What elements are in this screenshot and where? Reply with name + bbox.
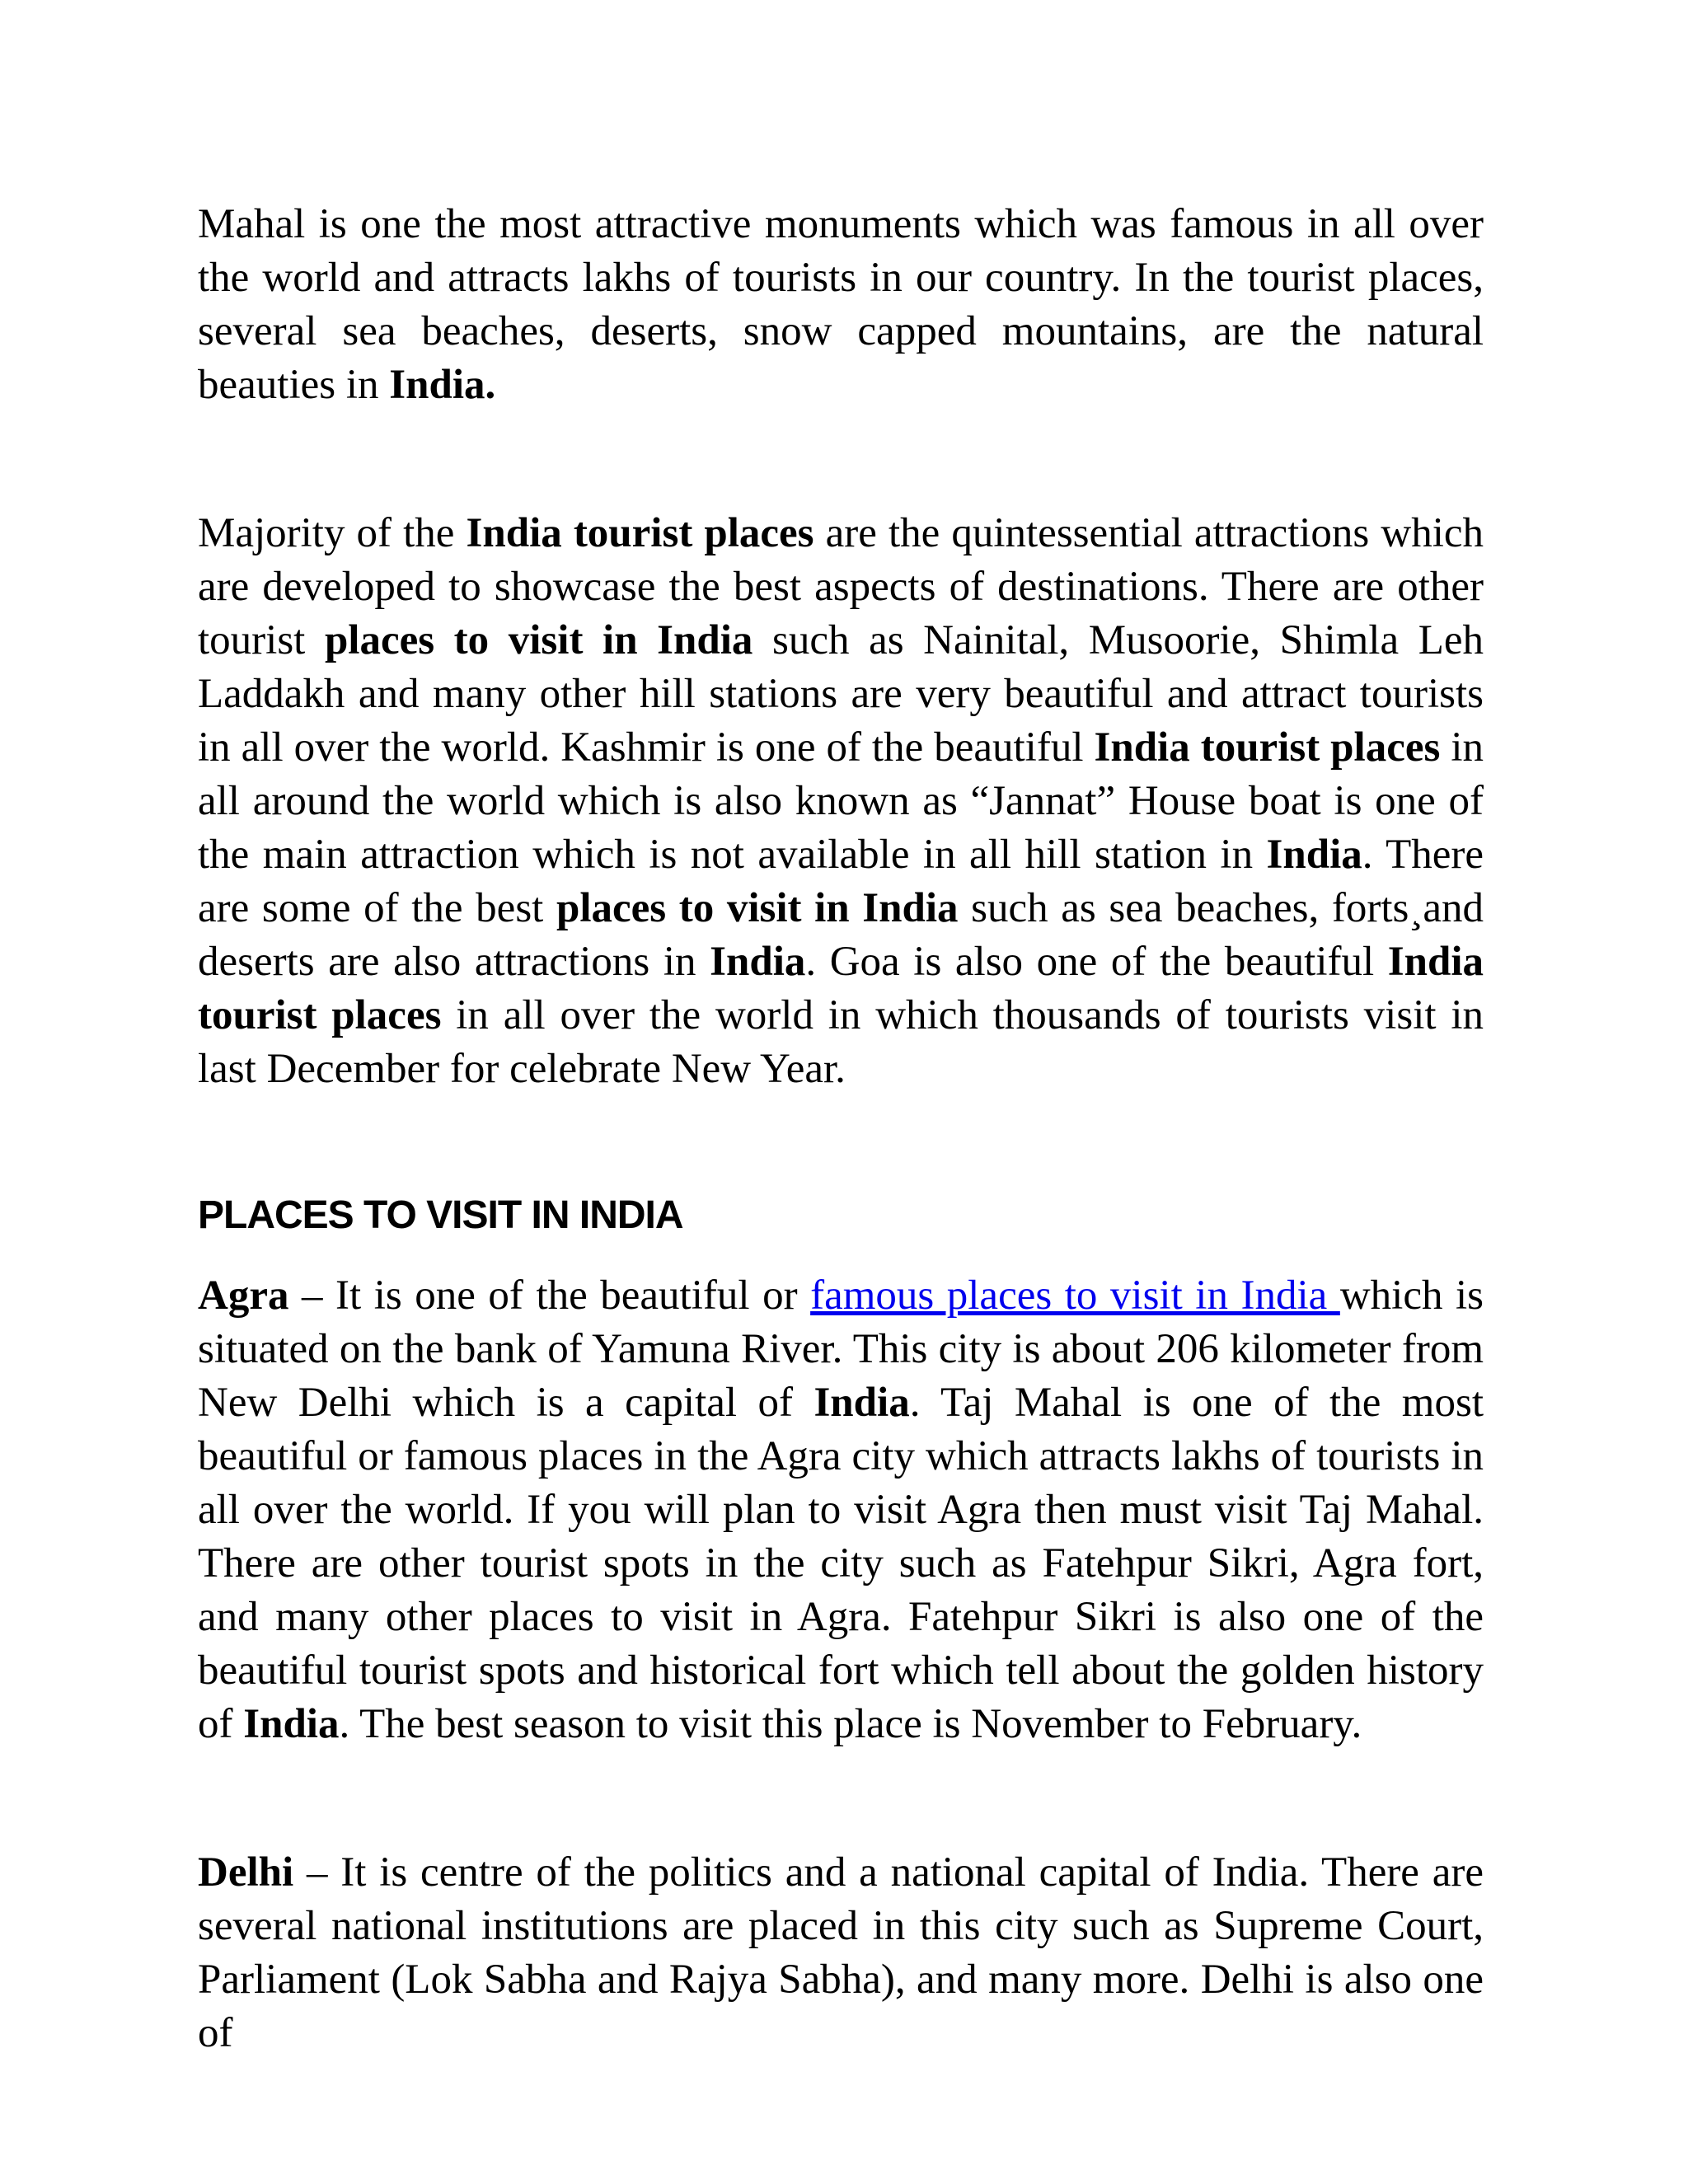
bold-run: Agra [198,1272,289,1319]
bold-run: India [1266,832,1362,878]
text-run: . The best season to visit this place is November to February. [339,1701,1362,1747]
text-run: in all around the world which is also known as “Jannat” House boat is one of the main attraction which is not available in all hill station in [198,724,1484,878]
text-run: which is situated on the bank of Yamuna River. This city is about 206 kilometer from New Delhi which is a capital of [198,1272,1484,1426]
section-heading: PLACES TO VISIT IN INDIA [198,1193,683,1237]
bold-run: places to visit in India [556,885,959,931]
text-run: such as Nainital, Musoorie, Shimla Leh Laddakh and many other hill stations are very beautiful and attract tourists in all over the world. Kashmir is one of the beautiful [198,617,1484,771]
bold-run: places to visit in India [324,617,753,663]
bold-run: Delhi [198,1849,294,1896]
paragraph-tourist-places [198,507,1484,1096]
bold-run: India [814,1380,910,1426]
paragraph-delhi [198,1846,1484,2060]
paragraph-spacer [198,412,1484,507]
text-run: in all over the world in which thousands of tourists visit in last December for celebrate New Year. [198,992,1484,1092]
bold-run: India [243,1701,340,1747]
paragraph-spacer [198,1240,1484,1269]
text-run: – It is one of the beautiful or [288,1272,811,1319]
text-run: Majority of the [198,510,467,556]
bold-run: India. [389,362,496,408]
paragraph-spacer [198,1751,1484,1846]
paragraph-agra [198,1269,1484,1751]
text-run: are the quintessential attractions which are developed to showcase the best aspects of destinations. There are other tourist [198,510,1484,663]
text-run: . There are some of the best [198,832,1484,931]
text-run: such as sea beaches, forts¸and deserts are also attractions in [198,885,1484,985]
text-run: Mahal is one the most attractive monuments which was famous in all over the world and attracts lakhs of tourists in our country. In the tourist places, several sea beaches, deserts, snow capped mountains, are the natural beauties in [198,201,1484,408]
bold-run: India [710,939,806,985]
bold-run: India tourist places [466,510,814,556]
bold-run: India tourist places [1094,724,1441,771]
text-run: . Goa is also one of the beautiful [805,939,1388,985]
paragraph-intro [198,198,1484,412]
paragraph-spacer [198,1096,1484,1191]
bold-run: India tourist places [198,939,1484,1038]
text-run: . Taj Mahal is one of the most beautiful or famous places in the Agra city which attracts lakhs of tourists in all over the world. If you will plan to visit Agra then must visit Taj Mahal. There are other tourist spots in the city such as Fatehpur Sikri, Agra fort, and many other places to visit in Agra. Fatehpur Sikri is also one of the beautiful tourist spots and historical fort which tell about the golden history of [198,1380,1484,1747]
famous-places-link[interactable]: famous places to visit in India [810,1272,1340,1319]
document-page [198,198,1484,2060]
text-run: – It is centre of the politics and a national capital of India. There are several national institutions are placed in this city such as Supreme Court, Parliament (Lok Sabha and Rajya Sabha), and many more. Delhi is also one of [198,1849,1484,2056]
